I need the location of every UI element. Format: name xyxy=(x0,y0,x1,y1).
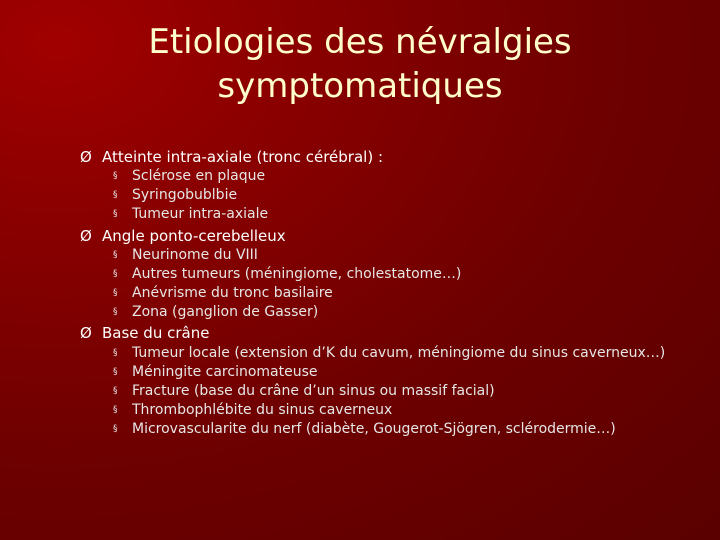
list-item-label: Méningite carcinomateuse xyxy=(132,364,318,380)
list-item-label: Autres tumeurs (méningiome, cholestatome…) xyxy=(132,266,462,282)
arrow-bullet-icon: Ø xyxy=(80,148,92,166)
list-item xyxy=(113,168,265,184)
section-heading-base-du-crane xyxy=(80,324,209,342)
square-bullet-icon: § xyxy=(113,288,118,298)
square-bullet-icon: § xyxy=(113,386,118,396)
list-item-label: Microvascularite du nerf (diabète, Gougerot-Sjögren, sclérodermie…) xyxy=(132,421,616,437)
section-heading-angle-ponto-cerebelleux xyxy=(80,227,286,245)
list-item-label: Sclérose en plaque xyxy=(132,168,266,184)
list-item xyxy=(113,285,333,301)
section-heading-label: Atteinte intra-axiale (tronc cérébral) : xyxy=(102,148,383,166)
list-item xyxy=(113,402,392,418)
list-item-label: Anévrisme du tronc basilaire xyxy=(132,285,333,301)
section-heading-intra-axiale xyxy=(80,148,383,166)
list-item xyxy=(113,364,318,380)
square-bullet-icon: § xyxy=(113,269,118,279)
slide-title-line-2: symptomatiques xyxy=(217,66,503,106)
square-bullet-icon: § xyxy=(113,307,118,317)
section-heading-label: Angle ponto-cerebelleux xyxy=(102,227,286,245)
list-item-label: Tumeur intra-axiale xyxy=(132,206,269,222)
list-item xyxy=(113,304,318,320)
list-item xyxy=(113,266,461,282)
list-item xyxy=(113,206,268,222)
list-item-label: Tumeur locale (extension d’K du cavum, méningiome du sinus caverneux…) xyxy=(132,345,666,361)
section-heading-label: Base du crâne xyxy=(102,324,210,342)
square-bullet-icon: § xyxy=(113,171,118,181)
square-bullet-icon: § xyxy=(113,250,118,260)
square-bullet-icon: § xyxy=(113,405,118,415)
square-bullet-icon: § xyxy=(113,348,118,358)
list-item xyxy=(113,383,495,399)
slide-title xyxy=(100,20,620,108)
list-item-label: Fracture (base du crâne d’un sinus ou massif facial) xyxy=(132,383,495,399)
list-item-label: Neurinome du VIII xyxy=(132,247,258,263)
arrow-bullet-icon: Ø xyxy=(80,324,92,342)
square-bullet-icon: § xyxy=(113,367,118,377)
square-bullet-icon: § xyxy=(113,209,118,219)
list-item xyxy=(113,345,665,361)
list-item xyxy=(113,421,616,437)
list-item-label: Syringobublbie xyxy=(132,187,238,203)
square-bullet-icon: § xyxy=(113,424,118,434)
slide-title-line-1: Etiologies des névralgies xyxy=(148,22,572,62)
list-item-label: Zona (ganglion de Gasser) xyxy=(132,304,319,320)
list-item xyxy=(113,187,237,203)
list-item xyxy=(113,247,258,263)
list-item-label: Thrombophlébite du sinus caverneux xyxy=(132,402,393,418)
square-bullet-icon: § xyxy=(113,190,118,200)
arrow-bullet-icon: Ø xyxy=(80,227,92,245)
